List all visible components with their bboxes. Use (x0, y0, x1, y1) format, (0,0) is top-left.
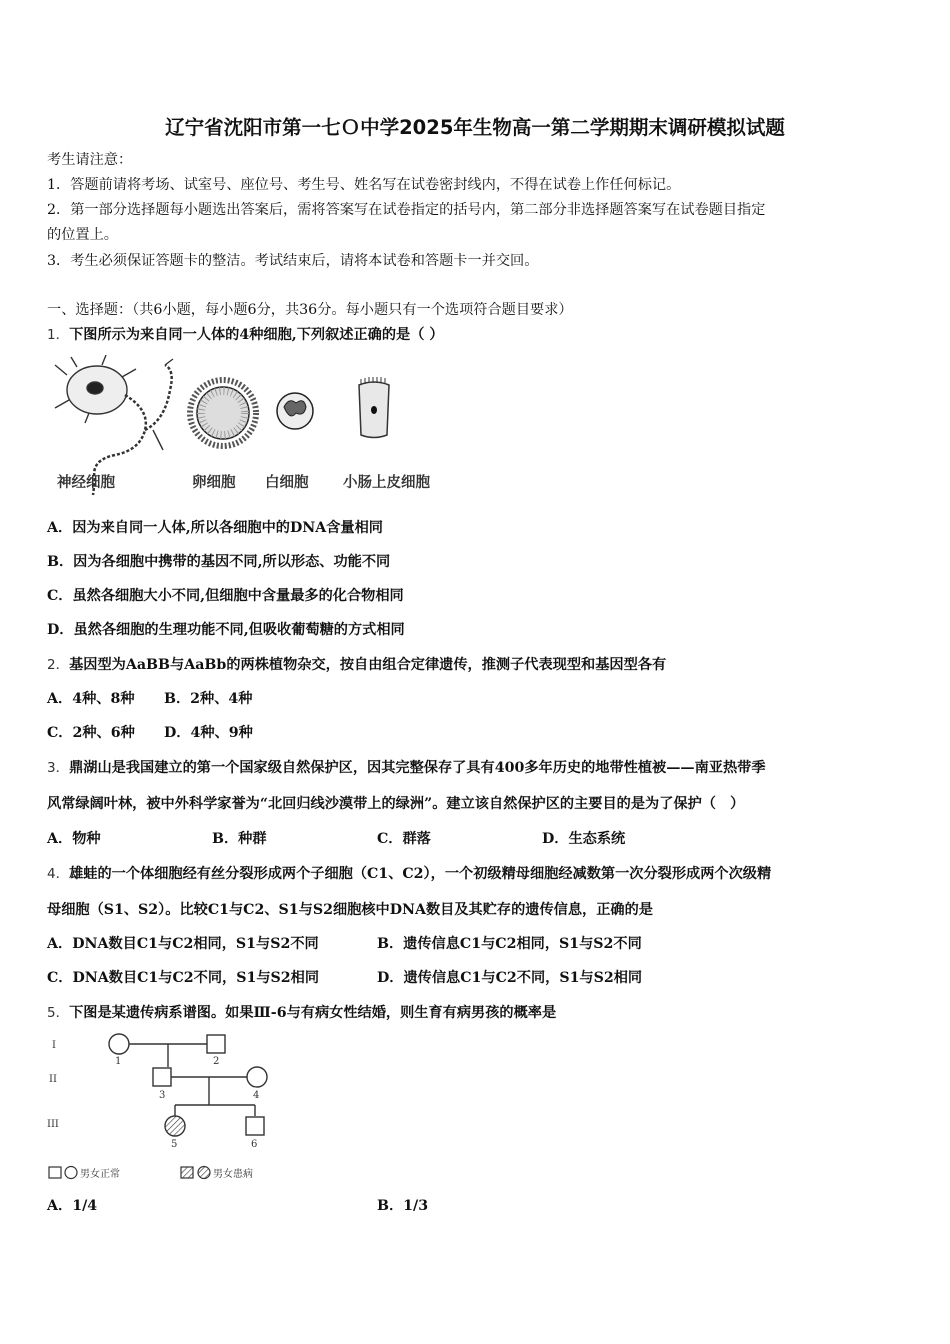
individual-5-female-affected (165, 1116, 185, 1136)
option-b[interactable]: B．种群 (212, 831, 267, 847)
question-stem: 下图所示为来自同一人体的4种细胞,下列叙述正确的是（ ） (69, 327, 444, 343)
question-2 (47, 655, 666, 675)
legend-male-normal-icon (49, 1167, 61, 1178)
question-number: 2． (47, 657, 70, 673)
option-b[interactable]: B．因为各细胞中携带的基因不同,所以形态、功能不同 (47, 554, 391, 570)
option-d[interactable]: D．遗传信息C1与C2不同，S1与S2相同 (377, 970, 643, 986)
generation-label: I (52, 1040, 56, 1051)
option-b[interactable]: B．2种、4种 (164, 691, 253, 707)
notice-heading: 考生请注意： (47, 152, 133, 168)
white-blood-cell-illustration (277, 393, 313, 429)
question-5 (47, 1003, 556, 1023)
label-neuron: 神经细胞 (57, 475, 115, 491)
question-stem-line-1: 雄蛙的一个体细胞经有丝分裂形成两个子细胞（C1、C2），一个初级精母细胞经减数第一次分裂形成两个次级精 (69, 866, 772, 882)
individual-2-male-normal (207, 1035, 225, 1053)
label-egg-cell: 卵细胞 (192, 475, 236, 491)
question-1 (47, 325, 444, 345)
question-number: 5． (47, 1005, 70, 1021)
question-stem: 基因型为AaBB与AaBb的两株植物杂交，按自由组合定律遗传，推测子代表现型和基因型各有 (69, 657, 667, 673)
individual-4-female-normal (247, 1067, 267, 1087)
option-a[interactable]: A．因为来自同一人体,所以各细胞中的DNA含量相同 (47, 520, 383, 536)
label-intestinal-cell: 小肠上皮细胞 (343, 475, 430, 491)
cell-types-figure (47, 355, 467, 505)
individual-3-male-normal (153, 1068, 171, 1086)
label-white-blood-cell: 白细胞 (265, 475, 309, 491)
question-stem-line-1: 鼎湖山是我国建立的第一个国家级自然保护区，因其完整保存了具有400多年历史的地带性植被——南亚热带季 (69, 760, 766, 776)
question-number: 4． (47, 866, 70, 882)
question-stem: 下图是某遗传病系谱图。如果Ⅲ-6与有病女性结婚，则生育有病男孩的概率是 (69, 1005, 557, 1021)
option-a[interactable]: A．1/4 (47, 1198, 98, 1214)
legend-normal-label: 男女正常 (80, 1169, 120, 1180)
question-stem-line-2: 风常绿阔叶林，被中外科学家誉为“北回归线沙漠带上的绿洲”。建立该自然保护区的主要目的是为了保护（ ） (47, 796, 745, 812)
option-c[interactable]: C．2种、6种 (47, 725, 135, 741)
pedigree-chart (47, 1030, 307, 1190)
legend-affected-label: 男女患病 (213, 1169, 253, 1180)
individual-6-male-normal (246, 1117, 264, 1135)
question-stem-line-2: 母细胞（S1、S2）。比较C1与C2、S1与S2细胞核中DNA数目及其贮存的遗传信息，正确的是 (47, 902, 653, 918)
legend-male-affected-icon (181, 1167, 193, 1178)
option-a[interactable]: A．物种 (47, 831, 101, 847)
individual-label: 2 (213, 1056, 220, 1067)
legend-female-normal-icon (65, 1167, 77, 1179)
notice-item: 的位置上。 (47, 227, 118, 243)
option-c[interactable]: C．虽然各细胞大小不同,但细胞中含量最多的化合物相同 (47, 588, 404, 604)
question-number: 3． (47, 760, 70, 776)
individual-label: 5 (171, 1139, 178, 1150)
neuron-illustration (55, 355, 173, 495)
option-d[interactable]: D．虽然各细胞的生理功能不同,但吸收葡萄糖的方式相同 (47, 622, 405, 638)
notice-item: 2．第一部分选择题每小题选出答案后，需将答案写在试卷指定的括号内，第二部分非选择题答案写在试卷题目指定 (47, 202, 766, 218)
option-a[interactable]: A．DNA数目C1与C2相同，S1与S2不同 (47, 936, 319, 952)
legend-female-affected-icon (198, 1167, 210, 1179)
option-b[interactable]: B．遗传信息C1与C2相同，S1与S2不同 (377, 936, 642, 952)
generation-label: II (49, 1074, 57, 1085)
question-3 (47, 758, 766, 778)
section-heading: 一、选择题：（共6小题，每小题6分，共36分。每小题只有一个选项符合题目要求） (47, 302, 573, 318)
notice-item: 1．答题前请将考场、试室号、座位号、考生号、姓名写在试卷密封线内，不得在试卷上作任何标记。 (47, 177, 681, 193)
egg-cell-illustration (190, 380, 256, 446)
intestinal-cell-illustration (359, 377, 389, 438)
notice-item: 3．考生必须保证答题卡的整洁。考试结束后，请将本试卷和答题卡一并交回。 (47, 253, 539, 269)
question-number: 1． (47, 327, 70, 343)
option-b[interactable]: B．1/3 (377, 1198, 429, 1214)
exam-title: 辽宁省沈阳市第一七Ｏ中学2025年生物高一第二学期期末调研模拟试题 (165, 116, 785, 139)
option-d[interactable]: D．生态系统 (542, 831, 626, 847)
individual-1-female-normal (109, 1034, 129, 1054)
individual-label: 1 (115, 1056, 122, 1067)
option-c[interactable]: C．群落 (377, 831, 431, 847)
option-a[interactable]: A．4种、8种 (47, 691, 135, 707)
generation-label: III (47, 1119, 59, 1130)
individual-label: 4 (253, 1090, 260, 1101)
individual-label: 3 (159, 1090, 166, 1101)
option-c[interactable]: C．DNA数目C1与C2不同，S1与S2相同 (47, 970, 320, 986)
question-4 (47, 864, 771, 884)
option-d[interactable]: D．4种、9种 (164, 725, 253, 741)
individual-label: 6 (251, 1139, 258, 1150)
